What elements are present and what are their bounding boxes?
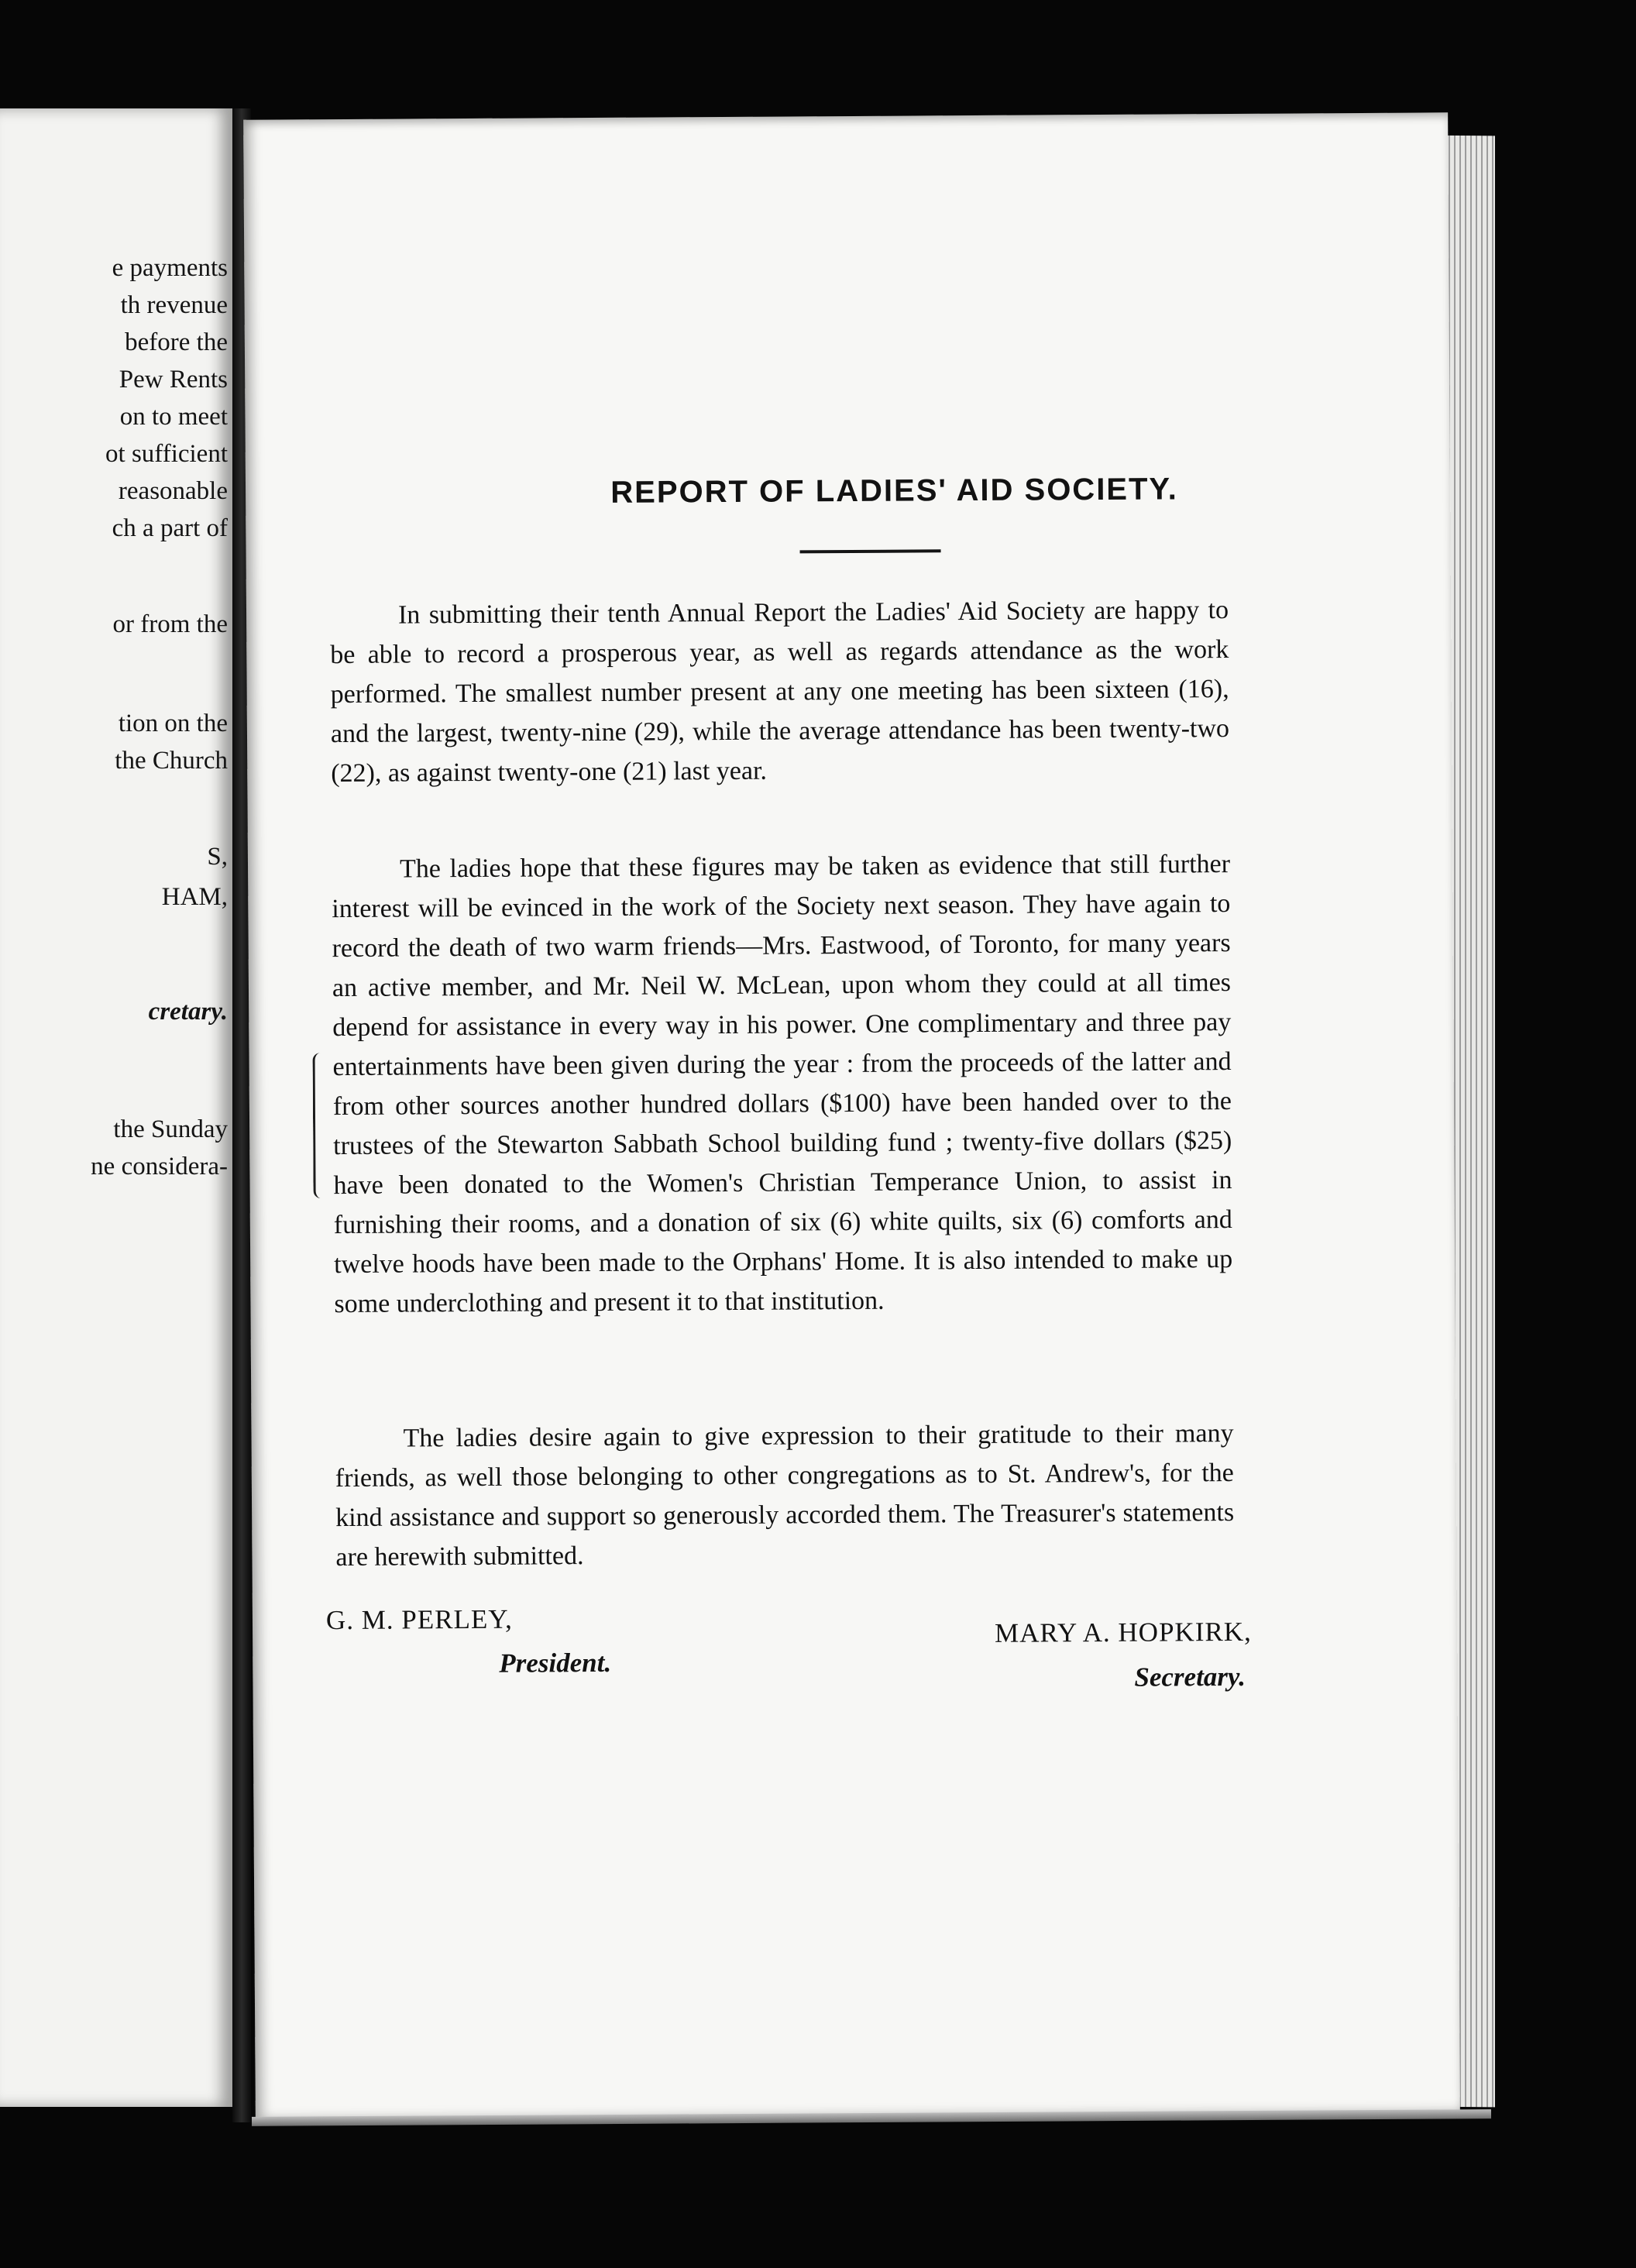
left-page-text-line: the Sunday — [113, 1115, 228, 1143]
report-title: REPORT OF LADIES' AID SOCIETY. — [610, 472, 1178, 510]
president-title: President. — [499, 1647, 612, 1679]
left-page-text-line: HAM, — [161, 883, 228, 911]
report-paragraph-1: In submitting their tenth Annual Report the Ladies' Aid Society are happy to be able to record a prosperous year, as well as regards attendance as the work performed. The smallest number present at any one meeting has been sixteen (16), and the largest, twenty-nine (29), while the average attendance has been twenty-two (22), as against twenty-one (21) last year. — [330, 596, 1230, 789]
left-page-text-line: ne considera- — [91, 1153, 228, 1180]
left-page-text-line: Pew Rents — [119, 366, 228, 393]
left-page-text-line: S, — [207, 843, 228, 871]
left-page-text-line: or from the — [112, 610, 228, 638]
left-page-text-line: reasonable — [118, 477, 228, 505]
left-page-text-line: before the — [125, 328, 228, 356]
left-page-text-line: ch a part of — [112, 514, 228, 542]
show-through-text — [648, 509, 655, 538]
left-facing-page — [0, 108, 237, 2107]
left-page-text-line: e payments — [112, 254, 228, 282]
report-paragraph-2: The ladies hope that these figures may be taken as evidence that still further interest will be evinced in the work of the Society next season. They have again to record the death of two warm friends—Mrs. Eastwood, of Toronto, for many years an active member, and Mr. Neil W. McLean, upon whom they could at all times depend for assistance in every way in his power. One complimentary and three pay entertainments have been given during the year : from the proceeds of the latter and from other sources another hundred dollars ($100) have been handed over to the trustees of the Stewarton Sabbath School building fund ; twenty-five dollars ($25) have been donated to the Women's Christian Temperance Union, to assist in furnishing their rooms, and a donation of six (6) white quilts, six (6) comforts and twelve hoods have been made to the Orphans' Home. It is also intended to make up some underclothing and present it to that institution. — [332, 850, 1233, 1319]
left-page-text-line: tion on the — [118, 710, 228, 737]
left-page-text-line: cretary. — [148, 998, 228, 1026]
secretary-title: Secretary. — [1134, 1661, 1246, 1692]
right-page — [243, 112, 1460, 2118]
president-name: G. M. PERLEY, — [325, 1603, 513, 1636]
secretary-name: MARY A. HOPKIRK, — [994, 1616, 1252, 1648]
report-paragraph-3: The ladies desire again to give expression to their gratitude to their many friends, as well those belonging to other congregations as to St. Andrew's, for the kind assistance and support so generously accorded them. The Treasurer's statements are herewith submitted. — [335, 1418, 1235, 1572]
left-page-text-line: th revenue — [120, 291, 228, 319]
left-page-text-line: on to meet — [119, 403, 228, 431]
margin-bracket-mark — [312, 1053, 328, 1198]
left-page-text-line: ot sufficient — [105, 440, 228, 468]
title-rule — [800, 549, 941, 553]
left-page-text-line: the Church — [115, 747, 228, 775]
